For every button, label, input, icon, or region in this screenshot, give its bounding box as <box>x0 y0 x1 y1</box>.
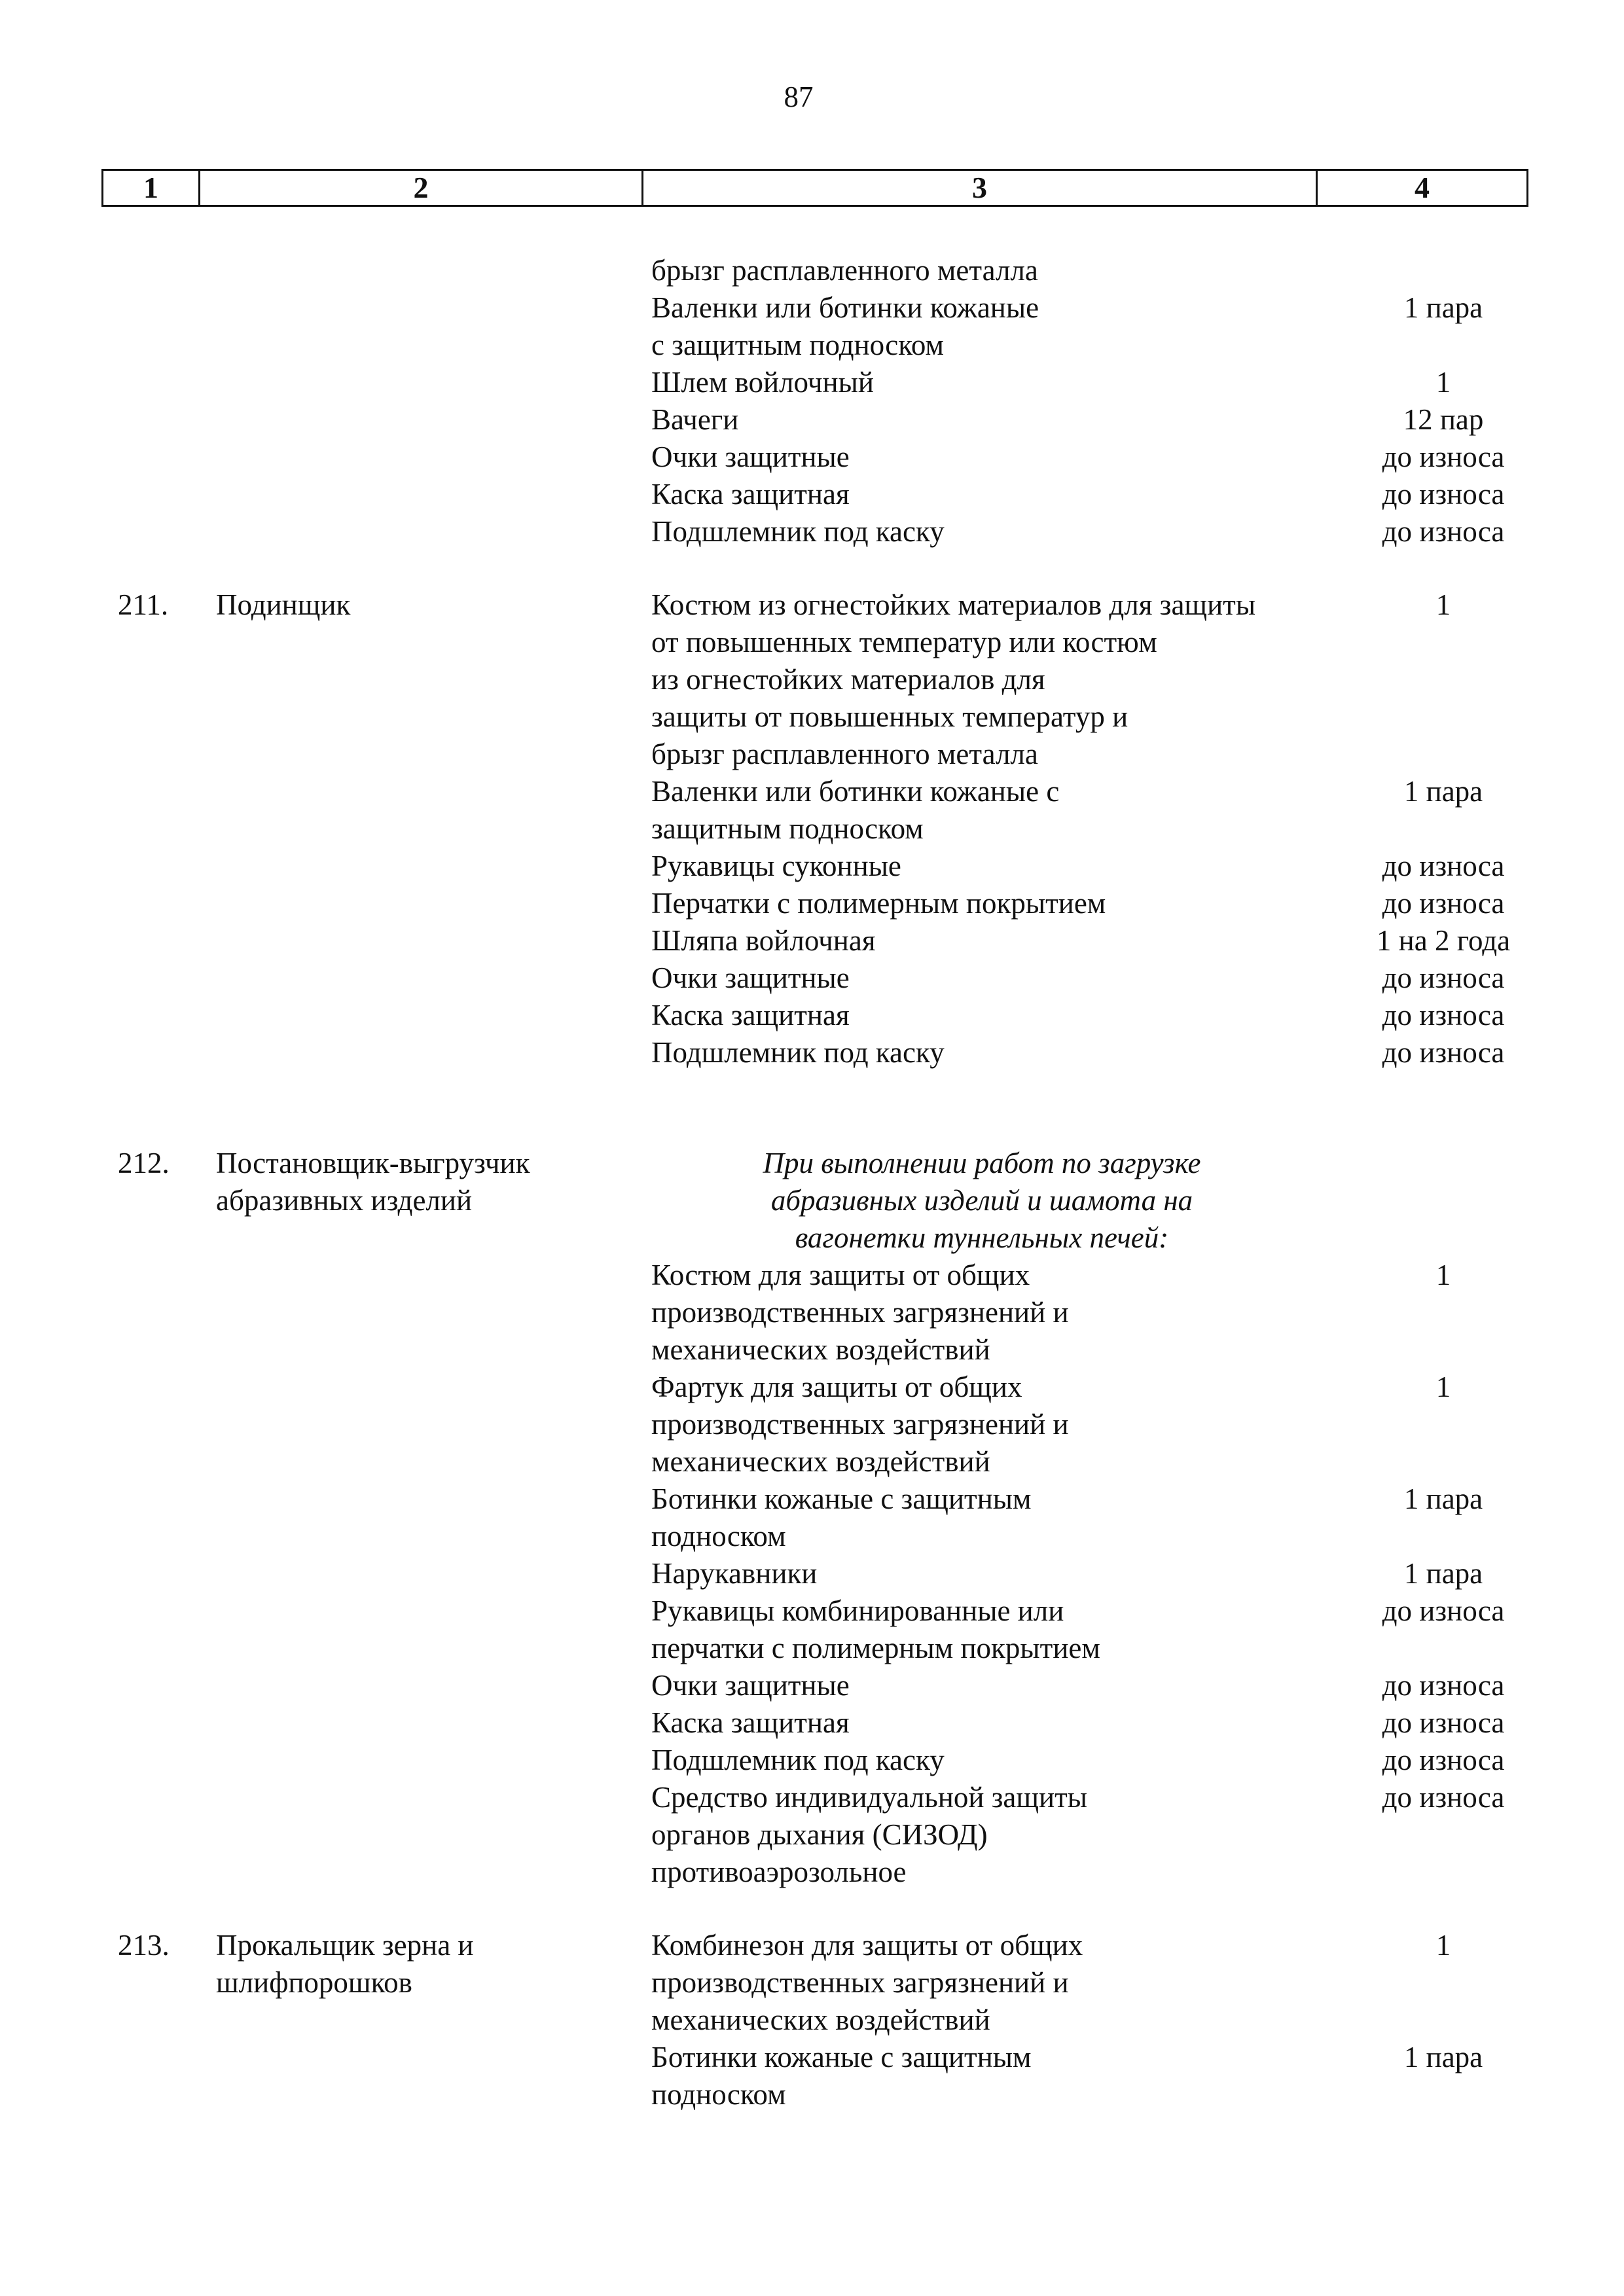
section-note: абразивных изделий и шамота на <box>770 1184 1193 1217</box>
profession-name: абразивных изделий <box>216 1184 473 1217</box>
table-row <box>0 364 1624 401</box>
item-text: Рукавицы суконные <box>651 850 901 882</box>
table-row <box>0 810 1624 848</box>
table-row <box>0 1779 1624 1816</box>
table-row <box>0 2001 1624 2039</box>
table-row <box>0 289 1624 327</box>
item-qty: 1 <box>1435 366 1451 399</box>
table-row <box>0 1667 1624 1704</box>
item-text: Перчатки с полимерным покрытием <box>651 887 1106 920</box>
table-row <box>0 476 1624 513</box>
item-text: Костюм из огнестойких материалов для защиты <box>651 588 1256 621</box>
item-qty: 1 пара <box>1403 1557 1483 1590</box>
item-text: производственных загрязнений и <box>651 1966 1069 1999</box>
table-row <box>0 1555 1624 1592</box>
item-qty: до износа <box>1382 1744 1505 1776</box>
item-qty: 1 <box>1435 1259 1451 1291</box>
item-text: Каска защитная <box>651 478 850 511</box>
item-text: Очки защитные <box>651 961 850 994</box>
entry-211 <box>0 586 1624 1071</box>
item-qty: до износа <box>1382 961 1505 994</box>
item-text: Валенки или ботинки кожаные <box>651 291 1039 324</box>
item-text: от повышенных температур или костюм <box>651 626 1157 658</box>
table-row <box>0 848 1624 885</box>
page-number: 87 <box>784 81 814 113</box>
item-text: Очки защитные <box>651 1669 850 1702</box>
item-text: Средство индивидуальной защиты <box>651 1781 1088 1814</box>
item-text: перчатки с полимерным покрытием <box>651 1632 1100 1664</box>
table-row <box>0 624 1624 661</box>
table-row <box>0 2076 1624 2113</box>
item-text: Нарукавники <box>651 1557 818 1590</box>
item-qty: 1 <box>1435 1371 1451 1403</box>
item-text: Шляпа войлочная <box>651 924 876 957</box>
item-qty: 1 пара <box>1403 775 1483 808</box>
item-qty: до износа <box>1382 999 1505 1031</box>
item-text: механических воздействий <box>651 1333 990 1366</box>
table-row <box>0 327 1624 364</box>
item-text: Подшлемник под каску <box>651 1036 945 1069</box>
table-header <box>101 169 1528 207</box>
item-text: Валенки или ботинки кожаные с <box>651 775 1060 808</box>
item-text: Вачеги <box>651 403 739 436</box>
table-row <box>0 2039 1624 2076</box>
table-row <box>0 1369 1624 1406</box>
table-row <box>0 997 1624 1034</box>
profession-name: Прокальщик зерна и <box>216 1929 474 1962</box>
item-qty: до износа <box>1382 1781 1505 1814</box>
item-text: Очки защитные <box>651 440 850 473</box>
table-row <box>0 513 1624 550</box>
table-row <box>0 661 1624 698</box>
item-qty: до износа <box>1382 515 1505 548</box>
table-row <box>0 1257 1624 1294</box>
item-text: Ботинки кожаные с защитным <box>651 1482 1032 1515</box>
item-qty: до износа <box>1382 1669 1505 1702</box>
item-text: с защитным подноском <box>651 329 944 361</box>
item-qty: 1 пара <box>1403 2041 1483 2073</box>
table-row <box>0 1592 1624 1630</box>
table-row <box>0 1182 1624 1219</box>
item-text: Костюм для защиты от общих <box>651 1259 1030 1291</box>
item-qty: 12 пар <box>1403 403 1484 436</box>
item-qty: до износа <box>1382 478 1505 511</box>
table-row <box>0 439 1624 476</box>
entry-212 <box>0 1145 1624 1891</box>
entry-number: 213. <box>118 1929 170 1962</box>
item-qty: 1 пара <box>1403 291 1483 324</box>
table-row <box>0 1742 1624 1779</box>
table-row <box>0 1704 1624 1742</box>
item-qty: 1 на 2 года <box>1376 924 1511 957</box>
item-text: защитным подноском <box>651 812 924 845</box>
table-row <box>0 1630 1624 1667</box>
table-row <box>0 1331 1624 1369</box>
section-note: вагонетки туннельных печей: <box>795 1221 1169 1254</box>
table-row <box>0 401 1624 439</box>
item-text: Каска защитная <box>651 999 850 1031</box>
item-qty: до износа <box>1382 1594 1505 1627</box>
item-qty: 1 <box>1435 588 1451 621</box>
item-text: Комбинезон для защиты от общих <box>651 1929 1083 1962</box>
item-text: из огнестойких материалов для <box>651 663 1045 696</box>
item-text: механических воздействий <box>651 1445 990 1478</box>
entry-number: 211. <box>118 588 169 621</box>
table-row <box>0 885 1624 922</box>
table-row <box>0 1034 1624 1071</box>
table-row <box>0 960 1624 997</box>
header-col-1: 1 <box>103 171 200 205</box>
item-text: защиты от повышенных температур и <box>651 700 1128 733</box>
table-row <box>0 1964 1624 2001</box>
table-row <box>0 1854 1624 1891</box>
table-row <box>0 698 1624 736</box>
header-col-2: 2 <box>200 171 643 205</box>
item-text: брызг расплавленного металла <box>651 254 1038 287</box>
table-row <box>0 1518 1624 1555</box>
item-text: Фартук для защиты от общих <box>651 1371 1022 1403</box>
item-text: производственных загрязнений и <box>651 1296 1069 1329</box>
item-text: Рукавицы комбинированные или <box>651 1594 1064 1627</box>
table-row <box>0 1927 1624 1964</box>
table-row <box>0 1816 1624 1854</box>
item-qty: до износа <box>1382 887 1505 920</box>
item-qty: 1 пара <box>1403 1482 1483 1515</box>
item-text: противоаэрозольное <box>651 1856 907 1888</box>
table-body <box>0 252 1624 2113</box>
profession-name: шлифпорошков <box>216 1966 412 1999</box>
header-col-4: 4 <box>1415 171 1430 204</box>
item-qty: до износа <box>1382 1706 1505 1739</box>
table-row <box>0 1406 1624 1443</box>
item-text: Каска защитная <box>651 1706 850 1739</box>
item-text: брызг расплавленного металла <box>651 738 1038 770</box>
item-text: Подшлемник под каску <box>651 515 945 548</box>
table-row <box>0 586 1624 624</box>
item-qty: 1 <box>1435 1929 1451 1962</box>
table-row <box>0 1443 1624 1480</box>
table-row <box>0 1480 1624 1518</box>
table-row <box>0 922 1624 960</box>
item-qty: до износа <box>1382 440 1505 473</box>
item-text: Подшлемник под каску <box>651 1744 945 1776</box>
item-text: подноском <box>651 2078 786 2111</box>
item-text: Шлем войлочный <box>651 366 874 399</box>
table-row <box>0 773 1624 810</box>
item-text: Ботинки кожаные с защитным <box>651 2041 1032 2073</box>
item-text: подноском <box>651 1520 786 1552</box>
table-row <box>0 736 1624 773</box>
entry-213 <box>0 1927 1624 2113</box>
item-text: производственных загрязнений и <box>651 1408 1069 1441</box>
entry-number: 212. <box>118 1147 170 1179</box>
profession-name: Постановщик-выгрузчик <box>216 1147 530 1179</box>
table-row <box>0 252 1624 289</box>
section-note: При выполнении работ по загрузке <box>763 1147 1201 1179</box>
item-text: органов дыхания (СИЗОД) <box>651 1818 988 1851</box>
item-qty: до износа <box>1382 1036 1505 1069</box>
profession-name: Подинщик <box>216 588 351 621</box>
item-text: механических воздействий <box>651 2003 990 2036</box>
item-qty: до износа <box>1382 850 1505 882</box>
table-row <box>0 1294 1624 1331</box>
continuation-block <box>0 252 1624 550</box>
table-row <box>0 1219 1624 1257</box>
header-col-3: 3 <box>643 171 1318 205</box>
table-row <box>0 1145 1624 1182</box>
